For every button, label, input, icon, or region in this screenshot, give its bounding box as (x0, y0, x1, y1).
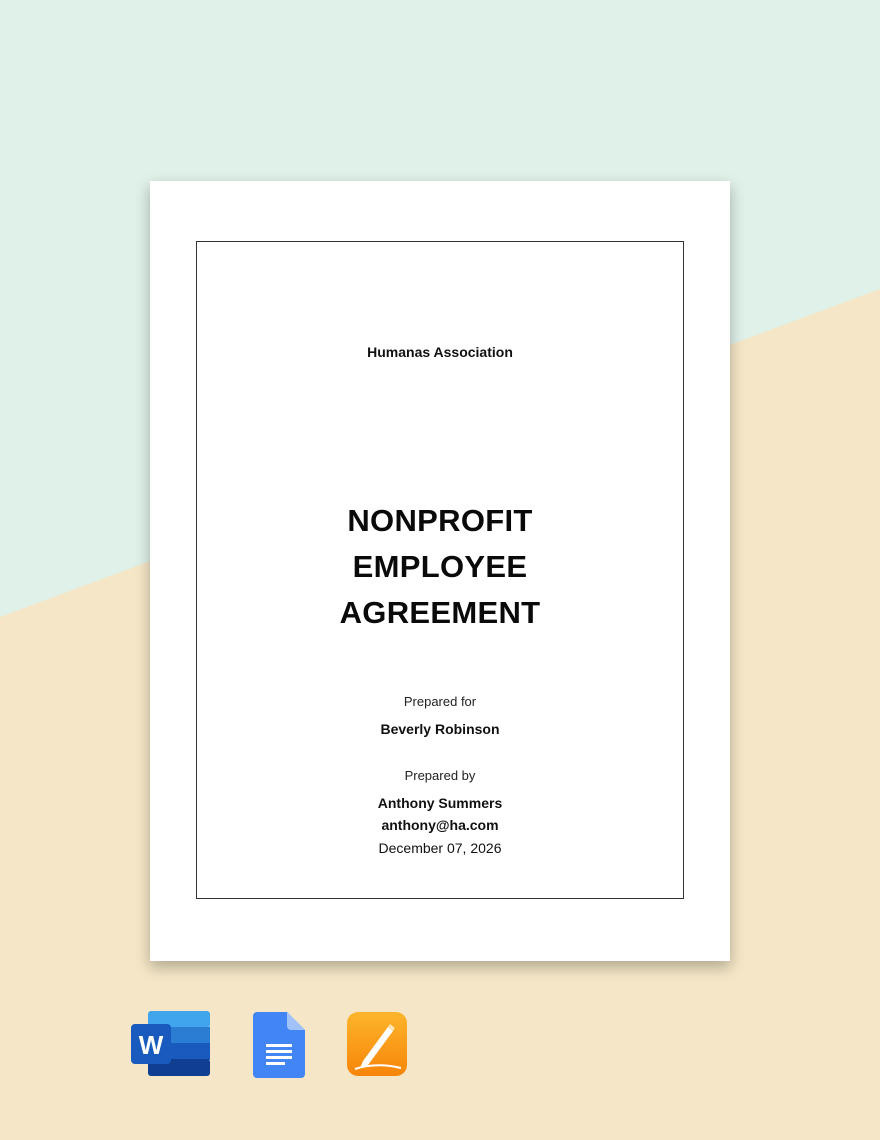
title-line: AGREEMENT (339, 595, 541, 630)
document-title (197, 498, 683, 636)
title-line: EMPLOYEE (352, 549, 528, 584)
microsoft-word-icon[interactable] (130, 1010, 212, 1078)
organization-name: Humanas Association (367, 344, 513, 360)
apple-pages-icon[interactable] (346, 1011, 408, 1077)
title-line: NONPROFIT (347, 503, 533, 538)
svg-text:W: W (138, 1030, 164, 1060)
prepared-by-email: anthony@ha.com (381, 817, 499, 833)
prepared-for-name: Beverly Robinson (380, 721, 500, 737)
prepared-by-name: Anthony Summers (377, 795, 503, 811)
google-docs-icon[interactable] (252, 1011, 306, 1079)
prepared-for-label: Prepared for (403, 694, 477, 709)
document-date: December 07, 2026 (378, 840, 502, 856)
document-page (150, 181, 730, 961)
page-border-frame (196, 241, 684, 899)
prepared-by-label: Prepared by (404, 768, 476, 783)
